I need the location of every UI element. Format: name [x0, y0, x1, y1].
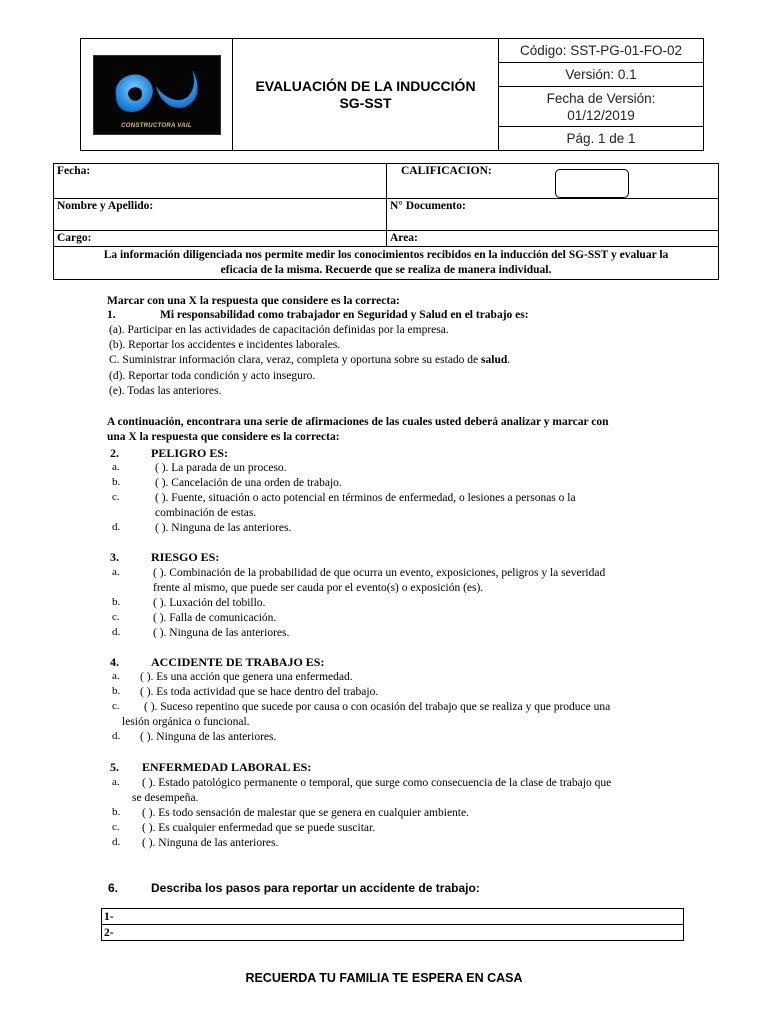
pagina-cell: Pág. 1 de 1: [499, 127, 704, 151]
info-note: [54, 247, 719, 280]
q4-option-c-cont: lesión orgánica o funcional.: [122, 716, 250, 728]
q1-option-c-text: C. Suministrar información clara, veraz, completa y oportuna sobre su estado de: [109, 354, 479, 366]
q3-letter-d: d.: [112, 626, 121, 638]
answer-table: [101, 908, 684, 941]
q2-option-c[interactable]: ( ). Fuente, situación o acto potencial en términos de enfermedad, o lesiones a personas o la: [155, 492, 576, 504]
area-field[interactable]: [387, 231, 719, 247]
fecha-version-label: Fecha de Versión:: [546, 90, 656, 106]
logo-cell: [81, 39, 233, 151]
cargo-label: Cargo:: [57, 232, 92, 244]
q1-option-b[interactable]: (b). Reportar los accidentes e incidentes laborales.: [109, 339, 341, 351]
q2-option-c-cont: combinación de estas.: [155, 507, 257, 519]
q6-title: Describa los pasos para reportar un accidente de trabajo:: [151, 881, 480, 895]
q1-option-d[interactable]: (d). Reportar toda condición y acto inseguro.: [109, 370, 316, 382]
q3-letter-c: c.: [112, 611, 120, 623]
q2-option-a[interactable]: ( ). La parada de un proceso.: [155, 462, 287, 474]
company-logo: [93, 55, 221, 135]
documento-field[interactable]: [387, 199, 719, 231]
logo-text: CONSTRUCTORA VAIL: [121, 122, 192, 129]
answer-row-2[interactable]: 2-: [102, 925, 684, 941]
fecha-version-cell: [499, 87, 704, 127]
calificacion-field[interactable]: [387, 164, 719, 199]
q3-option-b[interactable]: ( ). Luxación del tobillo.: [153, 597, 266, 609]
q5-option-b[interactable]: ( ). Es todo sensación de malestar que se genera en cualquier ambiente.: [142, 807, 469, 819]
grade-input-box[interactable]: [555, 169, 629, 198]
q5-letter-d: d.: [112, 836, 121, 848]
title-line-1: EVALUACIÓN DE LA INDUCCIÓN: [255, 77, 476, 94]
q5-letter-b: b.: [112, 806, 121, 818]
q1-question: Mi responsabilidad como trabajador en Seguridad y Salud en el trabajo es:: [160, 309, 529, 321]
q3-number: 3.: [110, 550, 119, 564]
version-cell: Versión: 0.1: [499, 63, 704, 87]
q4-option-b[interactable]: ( ). Es toda actividad que se hace dentro del trabajo.: [140, 686, 379, 698]
q4-title: ACCIDENTE DE TRABAJO ES:: [151, 655, 325, 669]
q5-option-d[interactable]: ( ). Ninguna de las anteriores.: [142, 837, 279, 849]
q2-letter-d: d.: [112, 521, 121, 533]
q5-option-c[interactable]: ( ). Es cualquier enfermedad que se puede suscitar.: [142, 822, 376, 834]
q4-option-d[interactable]: ( ). Ninguna de las anteriores.: [140, 731, 277, 743]
calificacion-label: CALIFICACION:: [401, 165, 492, 177]
q5-option-a-cont: se desempeña.: [132, 792, 199, 804]
nombre-field[interactable]: [54, 199, 387, 231]
q3-option-a[interactable]: ( ). Combinación de la probabilidad de que ocurra un evento, exposiciones, peligros y la severidad: [153, 567, 606, 579]
q5-title: ENFERMEDAD LABORAL ES:: [142, 760, 312, 774]
q1-option-c-end: .: [507, 354, 511, 366]
area-label: Area:: [390, 232, 418, 244]
q4-letter-c: c.: [112, 700, 120, 712]
header-table: [80, 38, 704, 151]
section2-intro-line1: A continuación, encontrara una serie de afirmaciones de las cuales usted deberá analizar y marcar con: [107, 416, 609, 428]
q5-number: 5.: [110, 760, 119, 774]
q2-option-b[interactable]: ( ). Cancelación de una orden de trabajo.: [155, 477, 342, 489]
note-line-1: La información diligenciada nos permite medir los conocimientos recibidos en la inducción del SG-SST y evaluar la: [103, 249, 669, 261]
q3-letter-b: b.: [112, 596, 121, 608]
q2-letter-b: b.: [112, 476, 121, 488]
q1-option-c[interactable]: [109, 353, 510, 367]
q5-letter-a: a.: [112, 776, 120, 788]
codigo-cell: Código: SST-PG-01-FO-02: [499, 39, 704, 63]
q3-option-c[interactable]: ( ). Falla de comunicación.: [153, 612, 277, 624]
q4-letter-d: d.: [112, 730, 121, 742]
q3-title: RIESGO ES:: [151, 550, 220, 564]
q1-option-c-bold: salud: [481, 354, 508, 366]
section1-instruction: Marcar con una X la respuesta que considere es la correcta:: [107, 295, 400, 307]
q1-option-a[interactable]: (a). Participar en las actividades de capacitación definidas por la empresa.: [109, 324, 449, 336]
q3-option-d[interactable]: ( ). Ninguna de las anteriores.: [153, 627, 290, 639]
q2-letter-c: c.: [112, 491, 120, 503]
fecha-label: Fecha:: [57, 165, 91, 177]
documento-label: N° Documento:: [390, 200, 466, 212]
q2-title: PELIGRO ES:: [151, 446, 229, 460]
q4-letter-b: b.: [112, 685, 121, 697]
cargo-field[interactable]: [54, 231, 387, 247]
note-line-2: eficacia de la misma. Recuerde que se realiza de manera individual.: [220, 264, 552, 276]
q3-option-a-cont: frente al mismo, que puede ser cauda por el evento(s) o exposición (es).: [153, 582, 484, 594]
q1-number: 1.: [107, 309, 116, 321]
q2-number: 2.: [110, 446, 119, 460]
section2-intro-line2: una X la respuesta que considere es la correcta:: [107, 431, 340, 443]
q5-option-a[interactable]: ( ). Estado patológico permanente o temporal, que surge como consecuencia de la clase de trabajo que: [142, 777, 612, 789]
nombre-label: Nombre y Apellido:: [57, 200, 154, 212]
q4-option-c[interactable]: ( ). Suceso repentino que sucede por causa o con ocasión del trabajo que se realiza y que produce una: [144, 701, 611, 713]
q6-number: 6.: [108, 881, 119, 895]
q3-letter-a: a.: [112, 566, 120, 578]
q5-letter-c: c.: [112, 821, 120, 833]
q4-number: 4.: [110, 655, 119, 669]
q4-option-a[interactable]: ( ). Es una acción que genera una enfermedad.: [140, 671, 353, 683]
fecha-version-value: 01/12/2019: [567, 107, 635, 123]
fecha-field[interactable]: [54, 164, 387, 199]
document-title: [233, 39, 499, 151]
q1-option-e[interactable]: (e). Todas las anteriores.: [109, 385, 222, 397]
q2-option-d[interactable]: ( ). Ninguna de las anteriores.: [155, 522, 292, 534]
q2-letter-a: a.: [112, 461, 120, 473]
footer-slogan: RECUERDA TU FAMILIA TE ESPERA EN CASA: [245, 971, 523, 985]
answer-row-1[interactable]: 1-: [102, 909, 684, 925]
q4-letter-a: a.: [112, 670, 120, 682]
title-line-2: SG-SST: [339, 94, 392, 111]
